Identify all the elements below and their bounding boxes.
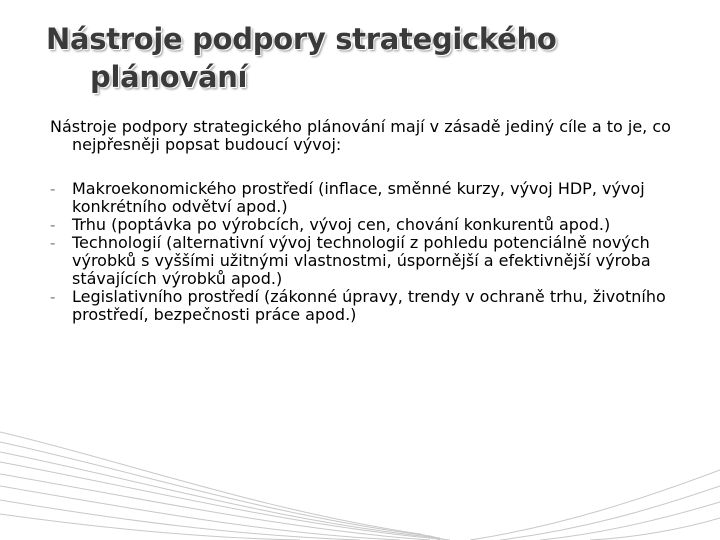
intro-paragraph: Nástroje podpory strategického plánování mají v zásadě jediný cíle a to je, co nejpřesněji popsat budoucí vývoj: xyxy=(50,117,671,154)
decorative-wave-lines xyxy=(0,430,720,540)
bullet-item-market xyxy=(50,216,690,234)
bullet-item-legislation xyxy=(50,288,690,324)
bullet-dash-icon: - xyxy=(50,216,56,234)
bullet-list xyxy=(50,180,690,324)
bullet-text: Legislativního prostředí (zákonné úpravy, trendy v ochraně trhu, životního prostředí, bezpečnosti práce apod.) xyxy=(72,287,666,324)
bullet-dash-icon: - xyxy=(50,234,56,252)
slide-title-line-1: Nástroje podpory strategického xyxy=(46,22,557,56)
slide-body xyxy=(50,118,690,324)
bullet-text: Makroekonomického prostředí (inflace, směnné kurzy, vývoj HDP, vývoj konkrétního odvětví apod.) xyxy=(72,179,645,216)
bullet-dash-icon: - xyxy=(50,288,56,306)
bullet-text: Trhu (poptávka po výrobcích, vývoj cen, chování konkurentů apod.) xyxy=(72,215,611,234)
slide-title-line-2: plánování xyxy=(90,60,248,94)
bullet-text: Technologií (alternativní vývoj technologií z pohledu potenciálně nových výrobků s vyššími užitnými vlastnostmi, úspornější a efektivnější výroba stávajících výrobků apod.) xyxy=(72,233,651,288)
bullet-item-technology xyxy=(50,234,690,288)
bullet-dash-icon: - xyxy=(50,180,56,198)
bullet-item-macroeconomic xyxy=(50,180,690,216)
slide-title xyxy=(46,20,686,96)
